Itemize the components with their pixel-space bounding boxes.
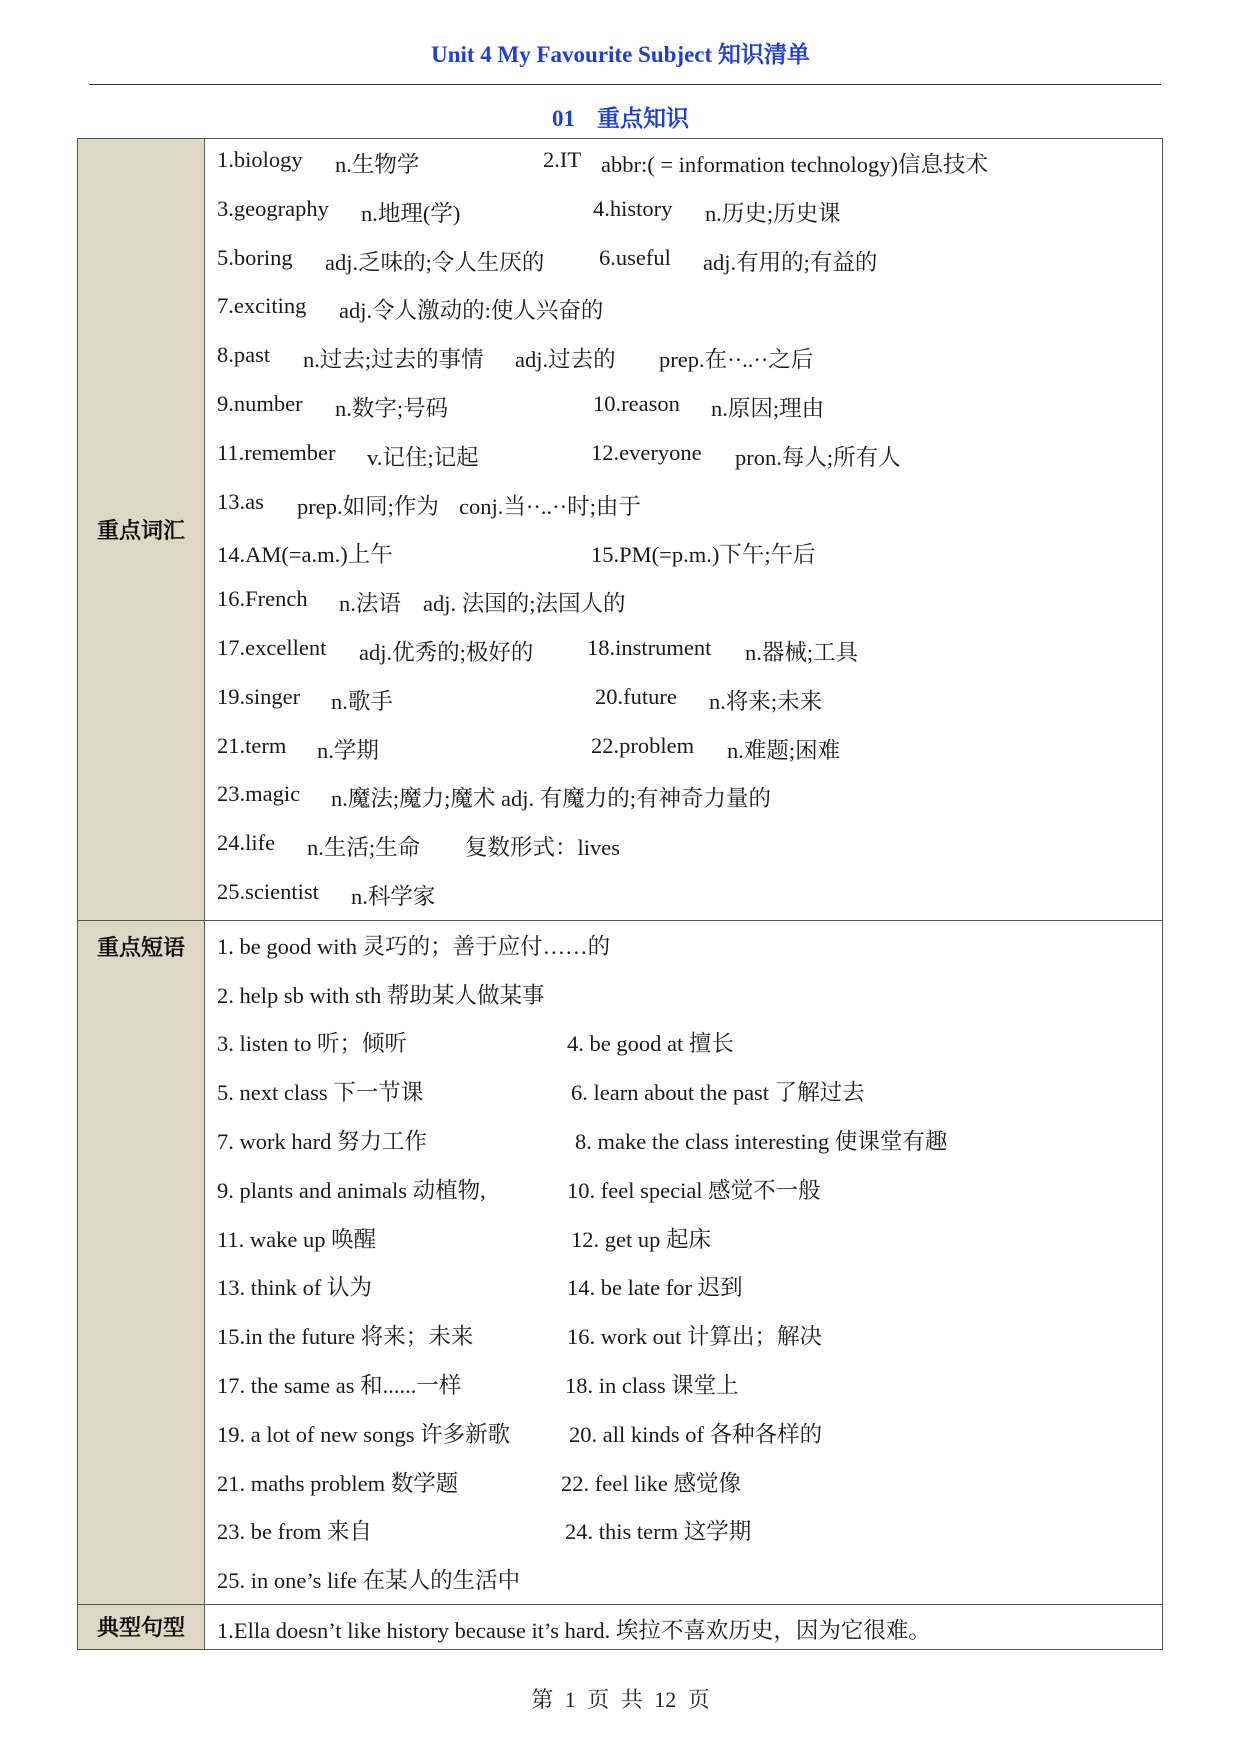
vocabulary-entry: 13.as: [217, 488, 264, 514]
vocabulary-entry: 4.history: [593, 195, 673, 221]
vocabulary-entry: 6.useful: [599, 244, 671, 270]
vocabulary-row: [205, 529, 1162, 578]
vocabulary-entry: 23.magic: [217, 781, 301, 807]
vocabulary-entry: adj.令人激动的:使人兴奋的: [339, 298, 604, 324]
phrases-entry: 2. help sb with sth 帮助某人做某事: [217, 982, 545, 1008]
phrases-entry: 15.in the future 将来；未来: [217, 1324, 474, 1350]
document-title: Unit 4 My Favourite Subject 知识清单: [431, 42, 810, 67]
vocabulary-entry: n.法语: [339, 591, 401, 617]
vocabulary-entry: v.记住;记起: [367, 444, 479, 470]
vocabulary-entry: 22.problem: [591, 732, 695, 758]
phrases-entry: 21. maths problem 数学题: [217, 1470, 459, 1496]
vocabulary-entry: 18.instrument: [587, 634, 712, 660]
vocabulary-entry: n.历史;历史课: [705, 200, 841, 226]
phrases-entry: 23. be from 来自: [217, 1519, 372, 1545]
sentence-list: [205, 1604, 1163, 1649]
phrases-row: [205, 1116, 1162, 1165]
category-label-sentences: 典型句型: [78, 1604, 205, 1649]
phrases-entry: 10. feel special 感觉不一般: [567, 1177, 821, 1203]
sentences-section: [78, 1604, 1163, 1649]
phrases-row: [205, 1409, 1162, 1458]
vocabulary-row: [205, 822, 1162, 871]
vocabulary-entry: 24.life: [217, 830, 276, 856]
vocabulary-entry: n.数字;号码: [335, 395, 449, 421]
vocabulary-entry: adj.优秀的;极好的: [359, 639, 534, 665]
vocabulary-entry: n.将来;未来: [709, 688, 823, 714]
vocabulary-entry: 1.biology: [217, 147, 303, 172]
vocabulary-entry: adj.乏味的;令人生厌的: [325, 249, 545, 275]
vocabulary-entry: n.器械;工具: [745, 639, 859, 665]
phrases-row: [205, 1018, 1162, 1067]
phrases-entry: 18. in class 课堂上: [565, 1372, 739, 1398]
vocabulary-entry: n.歌手: [331, 688, 393, 714]
sentences-row: [205, 1605, 1162, 1647]
header-divider: [89, 84, 1161, 85]
vocabulary-entry: prep.在··..··之后: [659, 347, 814, 373]
vocabulary-entry: n.地理(学): [361, 200, 461, 226]
phrases-entry: 6. learn about the past 了解过去: [571, 1080, 865, 1106]
vocabulary-entry: 8.past: [217, 342, 271, 368]
category-label-phrases: 重点短语: [78, 920, 205, 1604]
vocabulary-entry: n.原因;理由: [711, 395, 825, 421]
category-label-vocabulary: 重点词汇: [78, 139, 205, 921]
section-title: 重点知识: [597, 106, 689, 131]
vocabulary-row: [205, 334, 1162, 383]
knowledge-table: [77, 138, 1163, 1650]
phrases-entry: 5. next class 下一节课: [217, 1080, 424, 1106]
phrases-entry: 25. in one’s life 在某人的生活中: [217, 1568, 521, 1594]
phrases-entry: 9. plants and animals 动植物,: [217, 1177, 486, 1203]
vocabulary-entry: 12.everyone: [591, 439, 702, 465]
phrases-row: [205, 970, 1162, 1019]
vocabulary-entry: 14.AM(=a.m.)上午: [217, 542, 393, 568]
vocabulary-row: [205, 237, 1162, 286]
vocabulary-entry: adj. 法国的;法国人的: [423, 591, 626, 617]
vocabulary-list: [205, 139, 1163, 921]
phrases-entry: 16. work out 计算出；解决: [567, 1324, 822, 1350]
phrases-row: [205, 1067, 1162, 1116]
phrases-row: [205, 1506, 1162, 1555]
vocabulary-row: [205, 676, 1162, 725]
phrases-entry: 3. listen to 听；倾听: [217, 1031, 407, 1057]
vocabulary-entry: 21.term: [217, 732, 287, 758]
vocabulary-row: [205, 188, 1162, 237]
vocabulary-entry: adj.过去的: [515, 347, 616, 373]
phrases-row: [205, 921, 1162, 970]
phrases-entry: 4. be good at 擅长: [567, 1031, 734, 1057]
vocabulary-row: [205, 481, 1162, 530]
phrases-section: [78, 920, 1163, 1604]
phrases-row: [205, 1262, 1162, 1311]
vocabulary-entry: 17.excellent: [217, 634, 327, 660]
phrases-entry: 17. the same as 和......一样: [217, 1372, 462, 1398]
phrases-row: [205, 1214, 1162, 1263]
phrases-entry: 7. work hard 努力工作: [217, 1128, 427, 1154]
vocabulary-entry: n.过去;过去的事情: [303, 347, 484, 373]
phrases-row: [205, 1555, 1162, 1604]
vocabulary-entry: n.学期: [317, 737, 379, 763]
phrases-entry: 13. think of 认为: [217, 1275, 372, 1301]
vocabulary-entry: 复数形式：lives: [465, 835, 620, 861]
phrases-entry: 20. all kinds of 各种各样的: [569, 1421, 823, 1447]
vocabulary-entry: adj.有用的;有益的: [703, 249, 878, 275]
page-number: 第 1 页 共 12 页: [531, 1687, 710, 1712]
vocabulary-entry: n.难题;困难: [727, 737, 841, 763]
vocabulary-entry: 5.boring: [217, 244, 293, 270]
section-number: 01: [552, 106, 575, 131]
vocabulary-row: [205, 725, 1162, 774]
phrases-entry: 1. be good with 灵巧的；善于应付……的: [217, 933, 611, 959]
phrases-entry: 14. be late for 迟到: [567, 1275, 743, 1301]
phrases-row: [205, 1458, 1162, 1507]
phrases-row: [205, 1311, 1162, 1360]
phrases-entry: 22. feel like 感觉像: [561, 1470, 741, 1496]
section-heading: [0, 100, 1241, 133]
phrase-list: [205, 920, 1163, 1604]
phrases-entry: 24. this term 这学期: [565, 1519, 752, 1545]
vocabulary-row: [205, 871, 1162, 920]
phrases-row: [205, 1360, 1162, 1409]
vocabulary-entry: 10.reason: [593, 390, 680, 416]
vocabulary-entry: 3.geography: [217, 195, 329, 221]
phrases-entry: 11. wake up 唤醒: [217, 1226, 377, 1252]
vocabulary-entry: 19.singer: [217, 683, 301, 709]
vocabulary-row: [205, 578, 1162, 627]
vocabulary-row: [205, 383, 1162, 432]
vocabulary-entry: 15.PM(=p.m.)下午;午后: [591, 542, 816, 568]
sentences-entry: 1.Ella doesn’t like history because it’s hard. 埃拉不喜欢历史，因为它很难。: [217, 1617, 931, 1643]
vocabulary-row: [205, 773, 1162, 822]
phrases-entry: 12. get up 起床: [571, 1226, 711, 1252]
vocabulary-entry: n.魔法;魔力;魔术 adj. 有魔力的;有神奇力量的: [331, 786, 771, 812]
vocabulary-entry: pron.每人;所有人: [735, 444, 901, 470]
vocabulary-entry: n.生活;生命: [307, 835, 421, 861]
vocabulary-section: [78, 139, 1163, 921]
vocabulary-entry: 25.scientist: [217, 878, 319, 904]
vocabulary-row: [205, 285, 1162, 334]
vocabulary-entry: n.生物学: [335, 152, 420, 177]
phrases-entry: 19. a lot of new songs 许多新歌: [217, 1421, 511, 1447]
phrases-entry: 8. make the class interesting 使课堂有趣: [575, 1128, 948, 1154]
vocabulary-row: [205, 627, 1162, 676]
vocabulary-entry: abbr:( = information technology)信息技术: [601, 152, 988, 177]
vocabulary-entry: 9.number: [217, 390, 303, 416]
vocabulary-entry: 2.IT: [543, 147, 582, 172]
vocabulary-entry: 11.remember: [217, 439, 336, 465]
vocabulary-entry: conj.当··..··时;由于: [459, 493, 641, 519]
vocabulary-row: [205, 432, 1162, 481]
phrases-row: [205, 1165, 1162, 1214]
vocabulary-entry: n.科学家: [351, 883, 436, 909]
vocabulary-entry: 16.French: [217, 586, 308, 612]
vocabulary-entry: prep.如同;作为: [297, 493, 439, 519]
vocabulary-entry: 7.exciting: [217, 293, 307, 319]
vocabulary-entry: 20.future: [595, 683, 677, 709]
vocabulary-row: [205, 139, 1162, 188]
